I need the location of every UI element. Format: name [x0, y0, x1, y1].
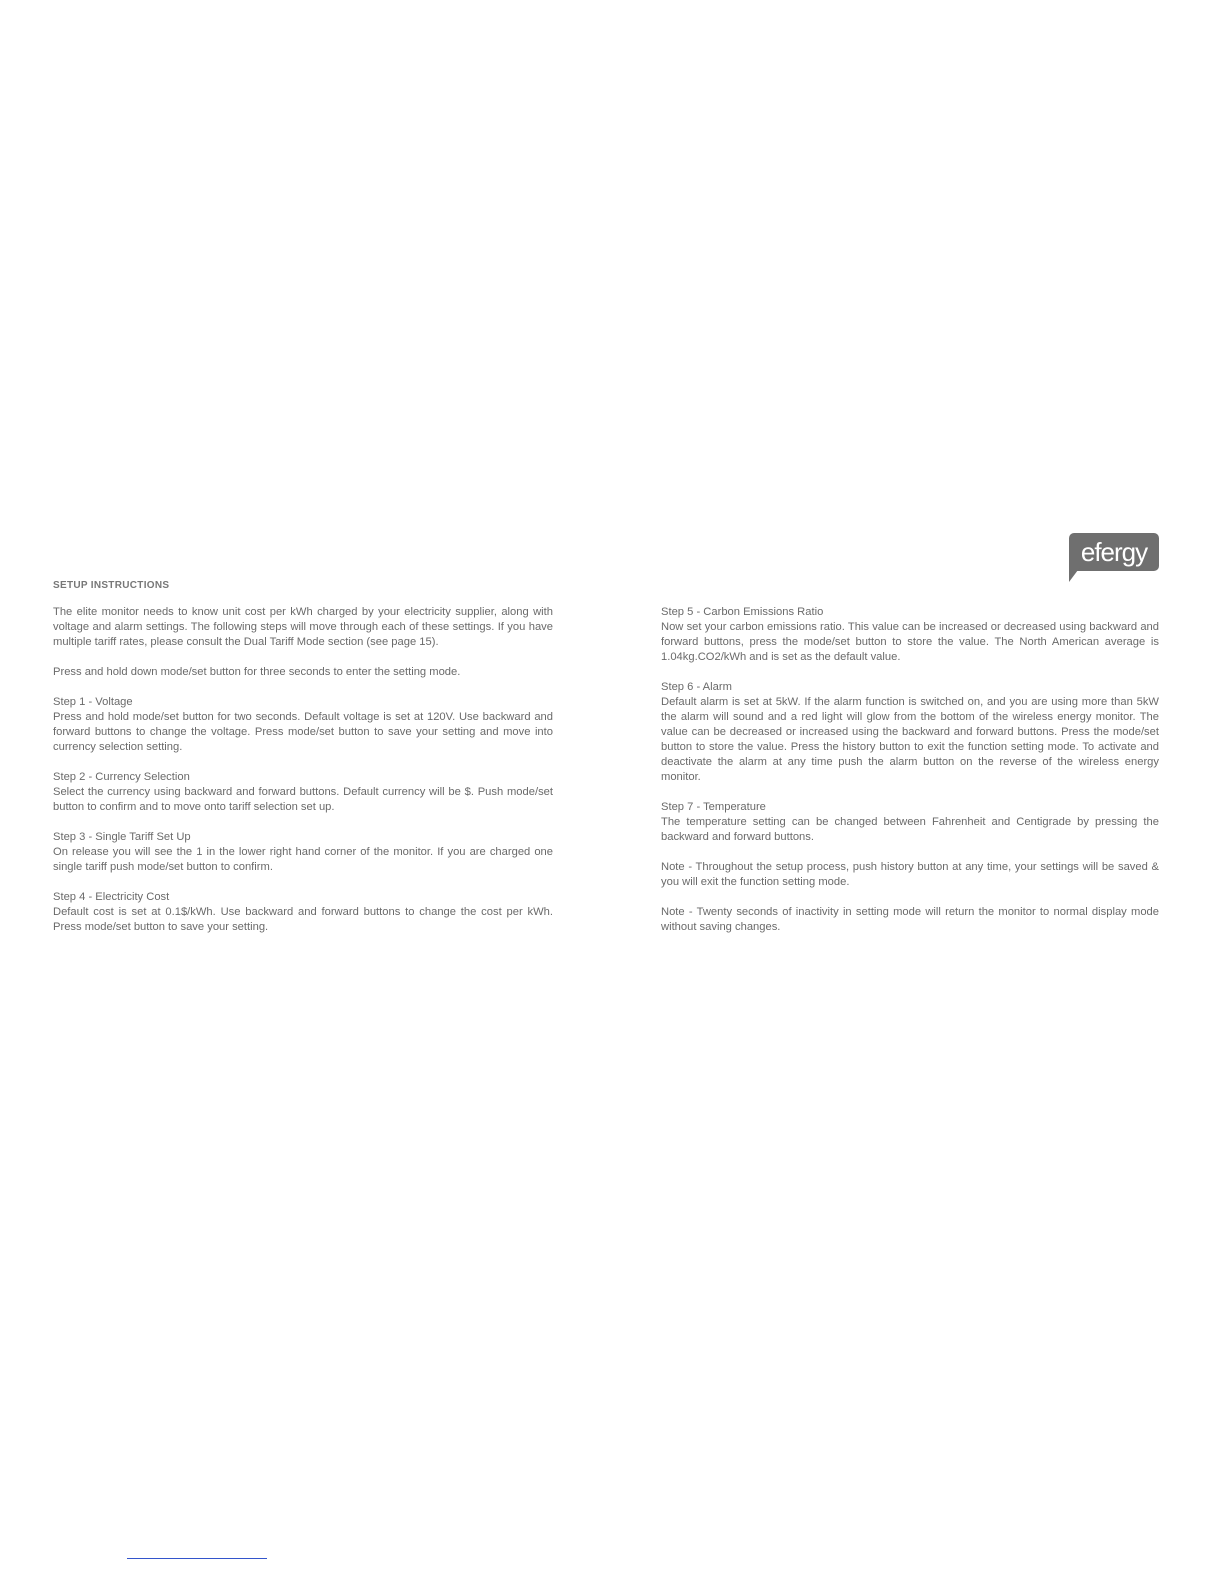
step-body: Select the currency using backward and forward buttons. Default currency will be $. Push mode/set button to confirm and to move onto tariff selection set up.	[53, 786, 553, 813]
intro-paragraph: The elite monitor needs to know unit cost per kWh charged by your electricity supplier, along with voltage and alarm settings. The following steps will move through each of these settings. If you have multiple tariff rates, please consult the Dual Tariff Mode section (see page 15).	[53, 606, 553, 648]
step-title: Step 7 - Temperature	[661, 801, 766, 813]
step-2	[53, 770, 553, 815]
note-history: Note - Throughout the setup process, push history button at any time, your settings will be saved & you will exit the function setting mode.	[661, 861, 1159, 888]
step-1	[53, 695, 553, 755]
press-paragraph: Press and hold down mode/set button for three seconds to enter the setting mode.	[53, 666, 461, 678]
step-body: The temperature setting can be changed between Fahrenheit and Centigrade by pressing the backward and forward buttons.	[661, 816, 1159, 843]
efergy-logo	[1069, 533, 1159, 571]
step-title: Step 6 - Alarm	[661, 681, 732, 693]
step-7	[661, 800, 1159, 845]
step-body: Default alarm is set at 5kW. If the alarm function is switched on, and you are using more than 5kW the alarm will sound and a red light will glow from the bottom of the wireless energy monitor. The value can be decreased or increased using the backward and forward buttons. Press the mode/set button to store the value. Press the history button to exit the function setting mode. To activate and deactivate the alarm at any time push the alarm button on the reverse of the wireless energy monitor.	[661, 696, 1159, 783]
step-title: Step 2 - Currency Selection	[53, 771, 190, 783]
logo-text: efergy	[1080, 537, 1148, 567]
step-body: Press and hold mode/set button for two seconds. Default voltage is set at 120V. Use backward and forward buttons to change the voltage. Press mode/set button to save your setting and move into currency selection setting.	[53, 711, 553, 753]
step-title: Step 4 - Electricity Cost	[53, 891, 170, 903]
left-column	[53, 605, 553, 950]
link-underline	[127, 1558, 267, 1559]
step-3	[53, 830, 553, 875]
section-heading: SETUP INSTRUCTIONS	[53, 580, 170, 591]
logo-bubble-tail	[1069, 566, 1081, 582]
note-inactivity: Note - Twenty seconds of inactivity in setting mode will return the monitor to normal display mode without saving changes.	[661, 906, 1159, 933]
step-title: Step 5 - Carbon Emissions Ratio	[661, 606, 824, 618]
step-title: Step 3 - Single Tariff Set Up	[53, 831, 191, 843]
step-body: Default cost is set at 0.1$/kWh. Use backward and forward buttons to change the cost per kWh. Press mode/set button to save your setting.	[53, 906, 553, 933]
step-5	[661, 605, 1159, 665]
step-6	[661, 680, 1159, 785]
step-4	[53, 890, 553, 935]
step-title: Step 1 - Voltage	[53, 696, 133, 708]
right-column	[661, 605, 1159, 950]
step-body: On release you will see the 1 in the lower right hand corner of the monitor. If you are charged one single tariff push mode/set button to confirm.	[53, 846, 553, 873]
step-body: Now set your carbon emissions ratio. This value can be increased or decreased using backward and forward buttons, press the mode/set button to store the value. The North American average is 1.04kg.CO2/kWh and is set as the default value.	[661, 621, 1159, 663]
